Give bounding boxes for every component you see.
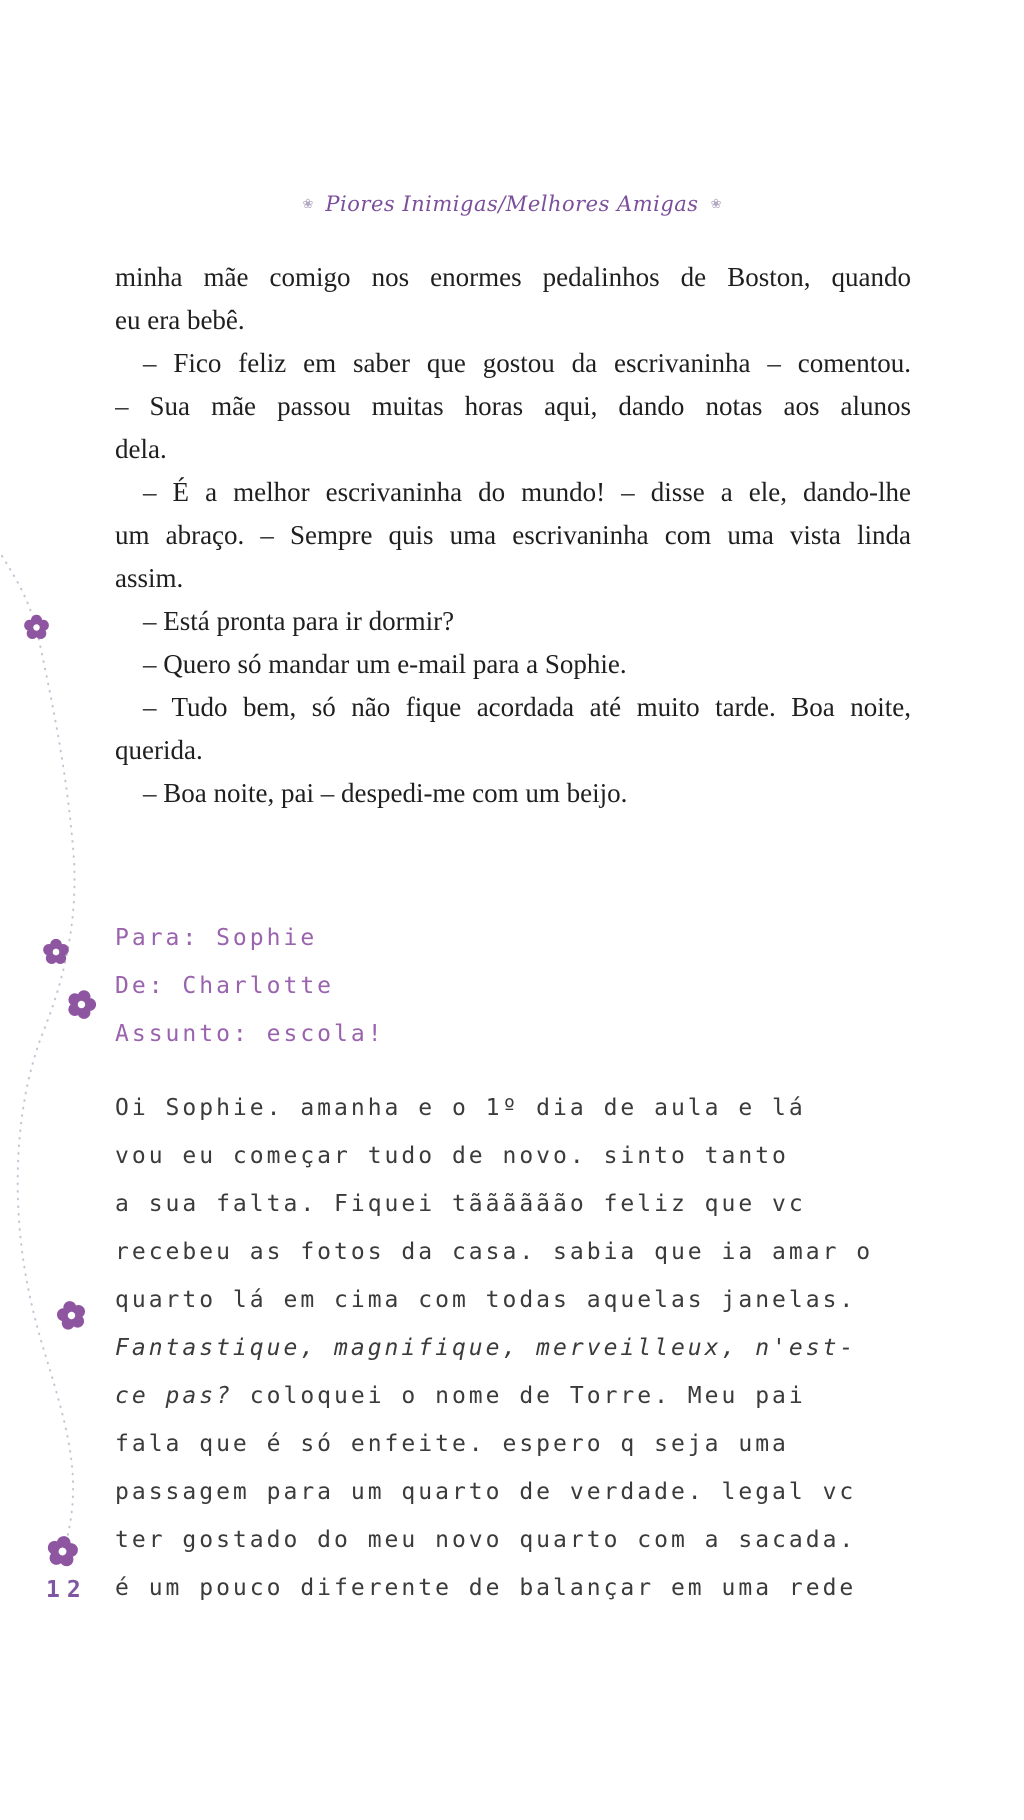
email-italic-segment: ce pas? bbox=[115, 1383, 233, 1409]
narrative-line: – Sua mãe passou muitas horas aqui, dando notas aos alunos bbox=[115, 391, 911, 421]
email-header-line: Assunto: escola! bbox=[115, 1021, 385, 1047]
narrative-line: minha mãe comigo nos enormes pedalinhos de Boston, quando bbox=[115, 262, 911, 292]
right-flourish-icon: ❀ bbox=[710, 197, 722, 212]
email-italic-segment: Fantastique, magnifique, merveilleux, n'est- bbox=[115, 1335, 857, 1361]
flower-icon bbox=[23, 614, 50, 641]
email-text-segment: a sua falta. Fiquei tãããããão feliz que vc bbox=[115, 1191, 806, 1217]
email-text-segment: é um pouco diferente de balançar em uma rede bbox=[115, 1575, 857, 1601]
narrative-line: – Quero só mandar um e-mail para a Sophie. bbox=[143, 649, 627, 679]
email-header-line: Para: Sophie bbox=[115, 925, 318, 951]
left-flourish-icon: ❀ bbox=[302, 197, 314, 212]
flower-icon bbox=[62, 985, 101, 1024]
email-body-line bbox=[115, 1479, 935, 1527]
email-body-line bbox=[115, 1287, 935, 1335]
email-header-line: De: Charlotte bbox=[115, 973, 335, 999]
email-text-segment: fala que é só enfeite. espero q seja uma bbox=[115, 1431, 789, 1457]
email-body-line bbox=[115, 1095, 935, 1143]
narrative-text bbox=[115, 256, 911, 815]
email-body-line bbox=[115, 1527, 935, 1575]
email-body-line bbox=[115, 1383, 935, 1431]
running-header bbox=[0, 192, 1024, 216]
flower-icon bbox=[53, 1297, 90, 1334]
narrative-line: um abraço. – Sempre quis uma escrivaninha com uma vista linda bbox=[115, 520, 911, 550]
email-text-segment: vou eu começar tudo de novo. sinto tanto bbox=[115, 1143, 789, 1169]
email-block bbox=[115, 925, 935, 1623]
email-text-segment: ter gostado do meu novo quarto com a sacada. bbox=[115, 1527, 857, 1553]
narrative-line: – Boa noite, pai – despedi-me com um beijo. bbox=[143, 778, 628, 808]
email-body bbox=[115, 1095, 935, 1623]
narrative-line: querida. bbox=[115, 735, 203, 765]
email-text-segment: recebeu as fotos da casa. sabia que ia amar o bbox=[115, 1239, 874, 1265]
narrative-line: assim. bbox=[115, 563, 184, 593]
book-title: Piores Inimigas/Melhores Amigas bbox=[325, 192, 699, 216]
email-text-segment: quarto lá em cima com todas aquelas janelas. bbox=[115, 1287, 857, 1313]
email-body-line bbox=[115, 1191, 935, 1239]
email-text-segment: passagem para um quarto de verdade. legal vc bbox=[115, 1479, 857, 1505]
narrative-line: – É a melhor escrivaninha do mundo! – disse a ele, dando-lhe bbox=[143, 477, 911, 507]
narrative-line: – Fico feliz em saber que gostou da escrivaninha – comentou. bbox=[143, 348, 911, 378]
email-text-segment: Oi Sophie. amanha e o 1º dia de aula e lá bbox=[115, 1095, 806, 1121]
email-body-line bbox=[115, 1335, 935, 1383]
flower-icon bbox=[44, 1533, 81, 1570]
flower-icon bbox=[42, 938, 70, 966]
narrative-line: eu era bebê. bbox=[115, 305, 245, 335]
email-body-line bbox=[115, 1431, 935, 1479]
email-header bbox=[115, 925, 935, 1069]
email-body-line bbox=[115, 1239, 935, 1287]
narrative-line: dela. bbox=[115, 434, 167, 464]
narrative-line: – Está pronta para ir dormir? bbox=[143, 606, 455, 636]
email-body-line bbox=[115, 1575, 935, 1623]
email-text-segment: coloquei o nome de Torre. Meu pai bbox=[232, 1383, 806, 1409]
narrative-line: – Tudo bem, só não fique acordada até muito tarde. Boa noite, bbox=[143, 692, 911, 722]
email-body-line bbox=[115, 1143, 935, 1191]
page-number: 12 bbox=[46, 1577, 88, 1603]
